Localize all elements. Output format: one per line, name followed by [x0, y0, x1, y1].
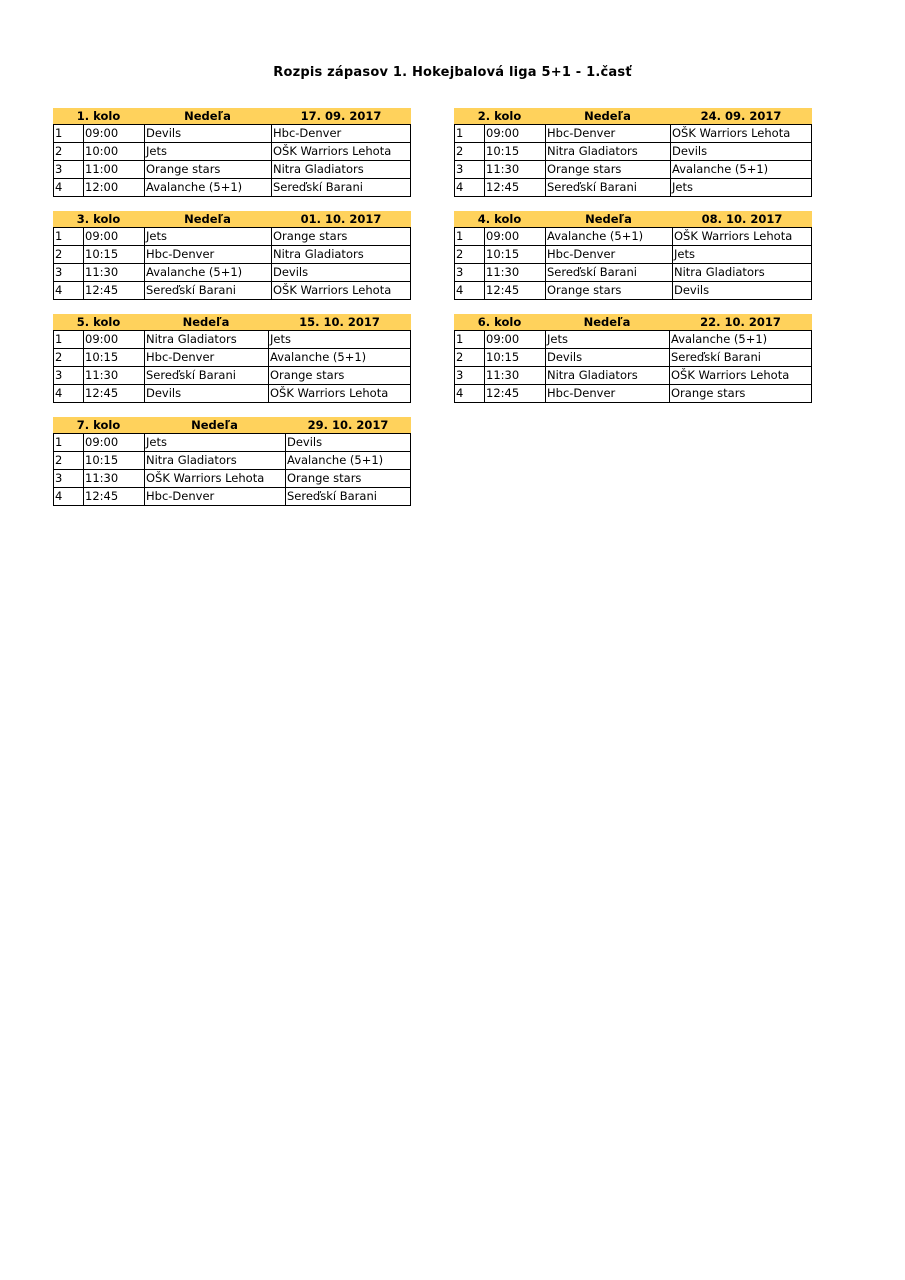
round-1	[53, 108, 411, 197]
match-table	[53, 227, 411, 300]
home-team: Orange stars	[145, 161, 272, 178]
home-team: Sereďskí Barani	[145, 367, 269, 384]
away-team: Jets	[270, 332, 291, 346]
match-time: 09:00	[84, 331, 145, 348]
away-team: Sereďskí Barani	[671, 350, 761, 364]
match-table	[454, 227, 812, 300]
match-row	[54, 452, 410, 470]
match-time: 10:15	[84, 452, 145, 469]
match-time: 12:45	[84, 488, 145, 505]
away-team: OŠK Warriors Lehota	[671, 368, 790, 382]
match-time: 09:00	[485, 228, 546, 245]
match-number: 1	[455, 125, 485, 142]
match-time: 09:00	[485, 331, 546, 348]
away-team: Devils	[674, 283, 710, 297]
home-team: Hbc-Denver	[546, 246, 673, 263]
home-team: Orange stars	[546, 282, 673, 299]
match-table	[53, 433, 411, 506]
away-team: Devils	[672, 144, 708, 158]
round-header	[53, 314, 411, 330]
home-team: Hbc-Denver	[546, 385, 670, 402]
round-6	[454, 314, 812, 403]
round-date: 24. 09. 2017	[700, 109, 782, 123]
home-team: OŠK Warriors Lehota	[145, 470, 286, 487]
round-5	[53, 314, 411, 403]
match-row	[54, 367, 410, 385]
home-team: Hbc-Denver	[145, 349, 269, 366]
match-row	[455, 179, 811, 197]
match-time: 09:00	[84, 125, 145, 142]
match-time: 11:30	[84, 367, 145, 384]
home-team: Sereďskí Barani	[145, 282, 272, 299]
round-header	[53, 417, 411, 433]
match-number: 2	[54, 452, 84, 469]
home-team: Orange stars	[546, 161, 671, 178]
away-team: Sereďskí Barani	[287, 489, 377, 503]
match-number: 3	[455, 161, 485, 178]
match-row	[54, 282, 410, 300]
home-team: Nitra Gladiators	[145, 331, 269, 348]
match-time: 09:00	[84, 228, 145, 245]
page-title: Rozpis zápasov 1. Hokejbalová liga 5+1 - 1.časť	[273, 65, 632, 80]
match-number: 2	[455, 143, 485, 160]
match-row	[455, 385, 811, 403]
match-time: 11:30	[84, 470, 145, 487]
match-row	[455, 143, 811, 161]
round-date: 29. 10. 2017	[307, 418, 389, 432]
round-number: 2. kolo	[477, 109, 522, 123]
match-number: 4	[54, 282, 84, 299]
match-number: 4	[455, 385, 485, 402]
match-time: 10:15	[84, 349, 145, 366]
match-number: 4	[54, 179, 84, 196]
match-number: 1	[54, 228, 84, 245]
home-team: Sereďskí Barani	[546, 179, 671, 196]
round-date: 15. 10. 2017	[299, 315, 380, 329]
match-time: 12:45	[485, 385, 546, 402]
round-7	[53, 417, 411, 506]
home-team: Hbc-Denver	[145, 246, 272, 263]
round-day: Nedeľa	[184, 109, 231, 123]
match-row	[455, 246, 811, 264]
match-time: 12:00	[84, 179, 145, 196]
away-team: Orange stars	[273, 229, 348, 243]
home-team: Nitra Gladiators	[546, 367, 670, 384]
match-number: 4	[54, 488, 84, 505]
match-table	[53, 330, 411, 403]
round-day: Nedeľa	[585, 212, 632, 226]
match-number: 1	[455, 331, 485, 348]
match-number: 3	[455, 367, 485, 384]
match-time: 10:15	[84, 246, 145, 263]
away-team: Orange stars	[671, 386, 746, 400]
round-3	[53, 211, 411, 300]
round-number: 7. kolo	[76, 418, 121, 432]
match-row	[54, 470, 410, 488]
away-team: Avalanche (5+1)	[287, 453, 384, 467]
round-number: 1. kolo	[76, 109, 121, 123]
match-row	[54, 264, 410, 282]
round-date: 01. 10. 2017	[300, 212, 382, 226]
match-time: 12:45	[84, 385, 145, 402]
match-row	[54, 385, 410, 403]
round-header	[454, 211, 812, 227]
match-table	[53, 124, 411, 197]
home-team: Nitra Gladiators	[145, 452, 286, 469]
home-team: Jets	[145, 143, 272, 160]
match-row	[455, 228, 811, 246]
match-table	[454, 124, 812, 197]
match-number: 4	[455, 282, 485, 299]
round-number: 4. kolo	[477, 212, 522, 226]
round-header	[454, 314, 812, 330]
match-row	[54, 434, 410, 452]
round-date: 22. 10. 2017	[700, 315, 781, 329]
match-row	[54, 143, 410, 161]
match-time: 12:45	[485, 282, 546, 299]
match-time: 11:30	[485, 161, 546, 178]
home-team: Hbc-Denver	[546, 125, 671, 142]
match-number: 1	[455, 228, 485, 245]
match-time: 10:15	[485, 349, 546, 366]
match-row	[455, 349, 811, 367]
away-team: Nitra Gladiators	[273, 162, 364, 176]
round-day: Nedeľa	[182, 315, 230, 329]
away-team: Jets	[674, 247, 695, 261]
match-number: 1	[54, 434, 84, 451]
match-row	[54, 179, 410, 197]
match-row	[455, 125, 811, 143]
away-team: OŠK Warriors Lehota	[674, 229, 793, 243]
away-team: OŠK Warriors Lehota	[270, 386, 389, 400]
round-day: Nedeľa	[584, 109, 631, 123]
round-header	[454, 108, 812, 124]
match-time: 11:30	[485, 367, 546, 384]
away-team: Devils	[273, 265, 309, 279]
match-time: 10:15	[485, 246, 546, 263]
match-number: 4	[455, 179, 485, 196]
round-day: Nedeľa	[184, 212, 231, 226]
round-2	[454, 108, 812, 197]
match-row	[54, 161, 410, 179]
home-team: Hbc-Denver	[145, 488, 286, 505]
home-team: Jets	[145, 434, 286, 451]
match-number: 1	[54, 331, 84, 348]
match-row	[455, 161, 811, 179]
away-team: Sereďskí Barani	[273, 180, 363, 194]
home-team: Avalanche (5+1)	[145, 264, 272, 281]
round-date: 08. 10. 2017	[701, 212, 783, 226]
home-team: Avalanche (5+1)	[145, 179, 272, 196]
match-number: 3	[54, 264, 84, 281]
away-team: Nitra Gladiators	[674, 265, 765, 279]
match-time: 11:30	[485, 264, 546, 281]
match-number: 2	[54, 143, 84, 160]
match-number: 4	[54, 385, 84, 402]
round-date: 17. 09. 2017	[300, 109, 382, 123]
away-team: OŠK Warriors Lehota	[273, 144, 392, 158]
away-team: OŠK Warriors Lehota	[672, 126, 791, 140]
away-team: OŠK Warriors Lehota	[273, 283, 392, 297]
away-team: Hbc-Denver	[273, 126, 342, 140]
match-number: 3	[54, 367, 84, 384]
match-time: 11:30	[84, 264, 145, 281]
match-time: 12:45	[84, 282, 145, 299]
match-time: 09:00	[84, 434, 145, 451]
home-team: Jets	[145, 228, 272, 245]
home-team: Sereďskí Barani	[546, 264, 673, 281]
away-team: Jets	[672, 180, 693, 194]
home-team: Nitra Gladiators	[546, 143, 671, 160]
away-team: Orange stars	[270, 368, 345, 382]
match-time: 10:15	[485, 143, 546, 160]
match-row	[455, 367, 811, 385]
away-team: Devils	[287, 435, 323, 449]
match-table	[454, 330, 812, 403]
match-row	[455, 331, 811, 349]
match-number: 3	[54, 161, 84, 178]
away-team: Orange stars	[287, 471, 362, 485]
match-row	[54, 228, 410, 246]
match-row	[54, 349, 410, 367]
match-time: 11:00	[84, 161, 145, 178]
round-number: 5. kolo	[76, 315, 121, 329]
match-number: 2	[54, 349, 84, 366]
away-team: Avalanche (5+1)	[671, 332, 768, 346]
home-team: Devils	[145, 125, 272, 142]
match-row	[54, 125, 410, 143]
match-time: 09:00	[485, 125, 546, 142]
match-number: 1	[54, 125, 84, 142]
match-row	[455, 282, 811, 300]
match-number: 2	[455, 246, 485, 263]
match-row	[54, 488, 410, 506]
round-header	[53, 211, 411, 227]
home-team: Devils	[546, 349, 670, 366]
round-4	[454, 211, 812, 300]
match-time: 10:00	[84, 143, 145, 160]
round-number: 6. kolo	[477, 315, 522, 329]
match-number: 2	[455, 349, 485, 366]
match-number: 2	[54, 246, 84, 263]
away-team: Avalanche (5+1)	[270, 350, 367, 364]
round-day: Nedeľa	[583, 315, 631, 329]
home-team: Jets	[546, 331, 670, 348]
match-number: 3	[54, 470, 84, 487]
away-team: Nitra Gladiators	[273, 247, 364, 261]
match-row	[54, 246, 410, 264]
away-team: Avalanche (5+1)	[672, 162, 769, 176]
match-row	[455, 264, 811, 282]
match-row	[54, 331, 410, 349]
round-day: Nedeľa	[191, 418, 238, 432]
round-header	[53, 108, 411, 124]
match-number: 3	[455, 264, 485, 281]
round-number: 3. kolo	[76, 212, 121, 226]
match-time: 12:45	[485, 179, 546, 196]
home-team: Devils	[145, 385, 269, 402]
home-team: Avalanche (5+1)	[546, 228, 673, 245]
